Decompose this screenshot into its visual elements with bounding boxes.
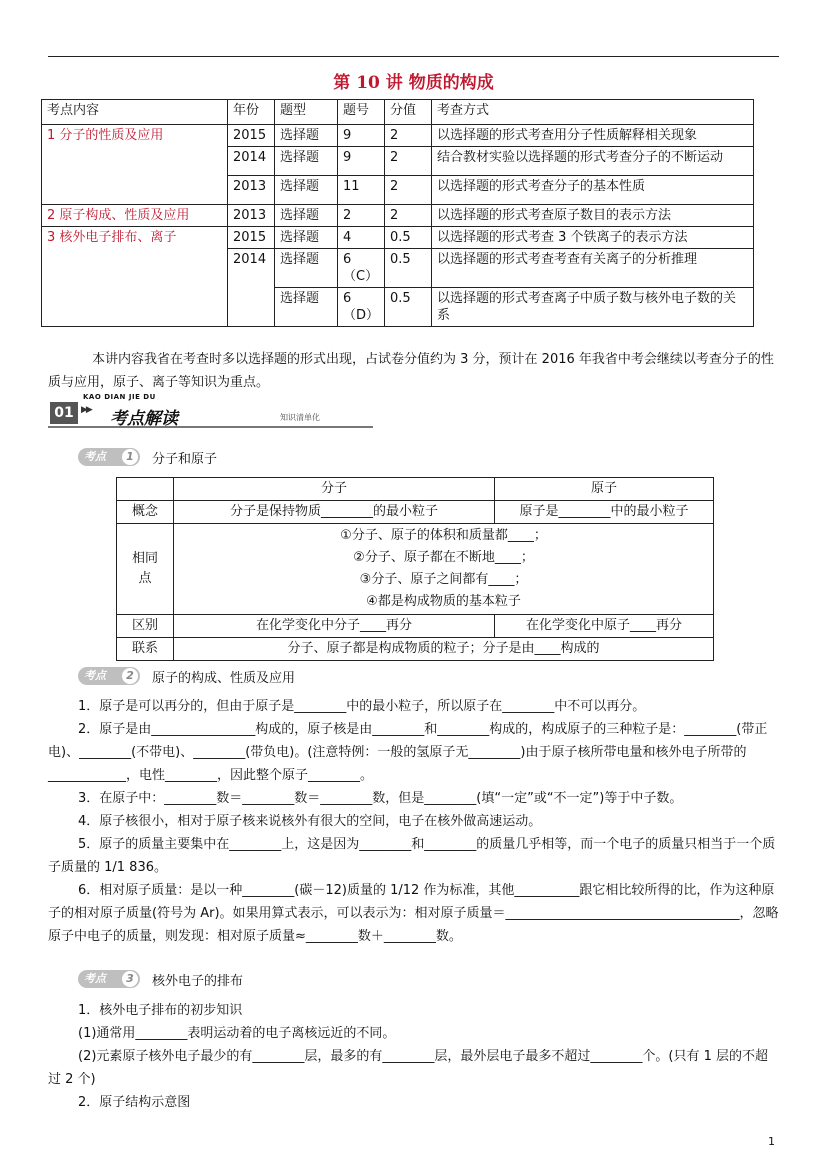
cell-num: 6 （C） bbox=[338, 249, 385, 288]
cell-num: 4 bbox=[338, 227, 385, 249]
same-point: ②分子、原子都在不断地____； bbox=[353, 550, 534, 565]
exam-stats-table bbox=[41, 99, 754, 327]
kaodian-word: 考点 bbox=[84, 450, 106, 463]
concept-atom: 原子是________中的最小粒子 bbox=[495, 501, 714, 524]
cell-type: 选择题 bbox=[275, 147, 338, 176]
cell-num: 9 bbox=[338, 125, 385, 147]
table-row bbox=[117, 615, 714, 638]
cell-score: 2 bbox=[385, 147, 432, 176]
intro-paragraph: 本讲内容我省在考查时多以选择题的形式出现，占试卷分值约为 3 分，预计在 2016 年我省中考会继续以考查分子的性质与应用，原子、离子等知识为重点。 bbox=[48, 352, 774, 390]
paragraph: 1．核外电子排布的初步知识 bbox=[78, 1003, 243, 1018]
section-3-body bbox=[48, 999, 780, 1114]
cell-num: 6 （D） bbox=[338, 288, 385, 327]
double-arrow-icon: ▶▶ bbox=[81, 405, 91, 415]
same-point: ①分子、原子的体积和质量都____； bbox=[340, 528, 547, 543]
cell-score: 0.5 bbox=[385, 227, 432, 249]
cell-type: 选择题 bbox=[275, 227, 338, 249]
table-row bbox=[117, 638, 714, 661]
kaodian-badge bbox=[78, 667, 140, 685]
kaodian-label: 核外电子的排布 bbox=[152, 973, 244, 989]
cell-score: 2 bbox=[385, 176, 432, 205]
diff-atom: 在化学变化中原子____再分 bbox=[495, 615, 714, 638]
paragraph: 4．原子核很小，相对于原子核来说核外有很大的空间，电子在核外做高速运动。 bbox=[78, 814, 542, 829]
kaodian-label: 分子和原子 bbox=[152, 451, 218, 467]
table-row bbox=[117, 501, 714, 524]
table-header-row bbox=[42, 100, 754, 125]
cell-type: 选择题 bbox=[275, 176, 338, 205]
cell-method: 以选择题的形式考查 3 个铁离子的表示方法 bbox=[432, 227, 754, 249]
kaodian-label: 原子的构成、性质及应用 bbox=[152, 670, 296, 686]
banner-pinyin: KAO DIAN JIE DU bbox=[83, 393, 156, 401]
header-year: 年份 bbox=[228, 100, 275, 125]
banner-number: 01 bbox=[50, 402, 78, 424]
cell-num: 2 bbox=[338, 205, 385, 227]
corner-cell bbox=[117, 478, 174, 501]
section-banner bbox=[48, 392, 373, 430]
cell-method: 以选择题的形式考查用分子性质解释相关现象 bbox=[432, 125, 754, 147]
cell-method: 以选择题的形式考查离子中质子数与核外电子数的关系 bbox=[432, 288, 754, 327]
table-row bbox=[117, 478, 714, 501]
kaodian-number: 3 bbox=[122, 971, 138, 987]
table-row bbox=[42, 227, 754, 249]
cell-num: 9 bbox=[338, 147, 385, 176]
paragraph: 2．原子结构示意图 bbox=[78, 1095, 191, 1110]
header-score: 分值 bbox=[385, 100, 432, 125]
banner-subtitle: 知识清单化 bbox=[280, 413, 320, 422]
header-type: 题型 bbox=[275, 100, 338, 125]
cell-type: 选择题 bbox=[275, 288, 338, 327]
page-title: 第 10 讲 物质的构成 bbox=[333, 73, 494, 93]
paragraph: (2)元素原子核外电子最少的有________层，最多的有________层，最外层电子最多不超过________个。(只有 1 层的不超过 2 个) bbox=[48, 1049, 769, 1087]
cell-score: 0.5 bbox=[385, 249, 432, 288]
table-row bbox=[117, 524, 714, 615]
cell-type: 选择题 bbox=[275, 125, 338, 147]
table-row bbox=[42, 125, 754, 147]
table-row bbox=[42, 205, 754, 227]
cell-method: 以选择题的形式考查分子的基本性质 bbox=[432, 176, 754, 205]
cell-method: 结合教材实验以选择题的形式考查分子的不断运动 bbox=[432, 147, 754, 176]
paragraph: 3．在原子中：________数＝________数＝________数，但是________(填“一定”或“不一定”)等于中子数。 bbox=[78, 791, 683, 806]
cell-method: 以选择题的形式考查原子数目的表示方法 bbox=[432, 205, 754, 227]
kaodian-word: 考点 bbox=[84, 972, 106, 985]
cell-score: 2 bbox=[385, 205, 432, 227]
diff-molecule: 在化学变化中分子____再分 bbox=[174, 615, 495, 638]
kaodian-number: 1 bbox=[122, 449, 138, 465]
cell-score: 0.5 bbox=[385, 288, 432, 327]
cell-method: 以选择题的形式考查考查有关离子的分析推理 bbox=[432, 249, 754, 288]
kaodian-1-heading bbox=[78, 447, 217, 467]
cell-year: 2015 bbox=[228, 227, 275, 249]
header-topic: 考点内容 bbox=[42, 100, 228, 125]
header-number: 题号 bbox=[338, 100, 385, 125]
paragraph: 5．原子的质量主要集中在________上，这是因为________和________的质量几乎相等，而一个电子的质量只相当于一个质子质量的 1/1 836。 bbox=[48, 837, 776, 875]
cell-year: 2015 bbox=[228, 125, 275, 147]
same-points bbox=[174, 524, 714, 615]
paragraph: 1．原子是可以再分的，但由于原子是________中的最小粒子，所以原子在________中不可以再分。 bbox=[78, 699, 646, 714]
paragraph: 2．原子是由________________构成的，原子核是由________和________构成的，构成原子的三种粒子是：________(带正电)、________(不带电)、________(带负电)。(注意特例：一般的氢原子无________)由于原子核所带电量和核外电子所带的____________，电性________，因此整个原子________。 bbox=[48, 722, 768, 783]
same-point: ③分子、原子之间都有____； bbox=[359, 572, 528, 587]
topic-3: 3 核外电子排布、离子 bbox=[42, 227, 228, 327]
paragraph: (1)通常用________表明运动着的电子离核远近的不同。 bbox=[78, 1026, 396, 1041]
kaodian-word: 考点 bbox=[84, 669, 106, 682]
top-rule bbox=[48, 56, 779, 57]
link-text: 分子、原子都是构成物质的粒子；分子是由____构成的 bbox=[174, 638, 714, 661]
cell-year: 2014 bbox=[228, 249, 275, 327]
row-label-concept: 概念 bbox=[117, 501, 174, 524]
kaodian-2-heading bbox=[78, 666, 295, 686]
cell-type: 选择题 bbox=[275, 249, 338, 288]
kaodian-badge bbox=[78, 448, 140, 466]
section-2-body bbox=[48, 695, 780, 948]
banner-title: 考点解读 bbox=[110, 409, 178, 429]
page-number: 1 bbox=[768, 1135, 775, 1148]
topic-2: 2 原子构成、性质及应用 bbox=[42, 205, 228, 227]
same-point: ④都是构成物质的基本粒子 bbox=[366, 594, 521, 609]
kaodian-number: 2 bbox=[122, 668, 138, 684]
header-method: 考查方式 bbox=[432, 100, 754, 125]
topic-1: 1 分子的性质及应用 bbox=[42, 125, 228, 205]
kaodian-3-heading bbox=[78, 969, 243, 989]
kaodian-badge bbox=[78, 970, 140, 988]
cell-score: 2 bbox=[385, 125, 432, 147]
row-label-link: 联系 bbox=[117, 638, 174, 661]
cell-type: 选择题 bbox=[275, 205, 338, 227]
header-molecule: 分子 bbox=[174, 478, 495, 501]
molecule-atom-table bbox=[116, 477, 714, 661]
concept-molecule: 分子是保持物质________的最小粒子 bbox=[174, 501, 495, 524]
cell-year: 2013 bbox=[228, 205, 275, 227]
cell-year: 2014 bbox=[228, 147, 275, 176]
header-atom: 原子 bbox=[495, 478, 714, 501]
cell-year: 2013 bbox=[228, 176, 275, 205]
row-label-diff: 区别 bbox=[117, 615, 174, 638]
paragraph: 6．相对原子质量：是以一种________(碳－12)质量的 1/12 作为标准，其他__________跟它相比较所得的比，作为这种原子的相对原子质量(符号为 Ar)。如果用算式表示，可以表示为：相对原子质量＝____________________________________，忽略原子中电子的质量，则发现：相对原子质量≈________数＋________数。 bbox=[48, 883, 779, 944]
row-label-same: 相同 点 bbox=[117, 524, 174, 615]
cell-num: 11 bbox=[338, 176, 385, 205]
banner-underline bbox=[48, 426, 373, 428]
